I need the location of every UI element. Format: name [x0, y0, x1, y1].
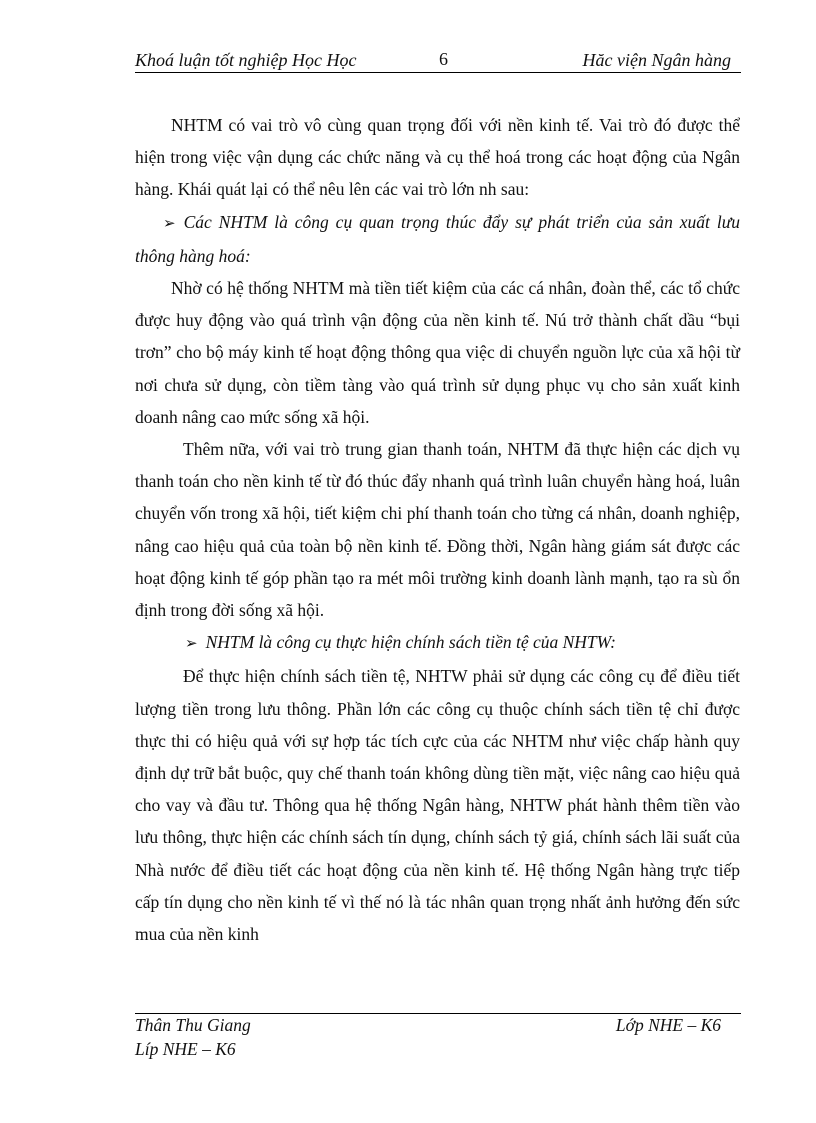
paragraph-4: Để thực hiện chính sách tiền tệ, NHTW phải sử dụng các công cụ để điều tiết lượng tiền trong lưu thông. Phần lớn các công cụ thuộc chính sách tiền tệ chỉ được thực thi có hiệu quả với sự hợp tác tích cực của các NHTM như việc chấp hành quy định dự trữ bắt buộc, quy chế thanh toán không dùng tiền mặt, việc nâng cao hiệu quả cho vay và đầu tư. Thông qua hệ thống Ngân hàng, NHTW phát hành thêm tiền vào lưu thông, thực hiện các chính sách tín dụng, chính sách tỷ giá, chính sách lãi suất của Nhà nước để điều tiết các hoạt động của nền kinh tế. Hệ thống Ngân hàng trực tiếp cấp tín dụng cho nền kinh tế vì thế nó là tác nhân quan trọng nhất ảnh hưởng đến sức mua của nền kinh	[135, 666, 740, 945]
arrow-bullet-icon: ➢	[163, 215, 176, 232]
bullet-heading-2	[135, 626, 740, 660]
paragraph-2: Nhờ có hệ thống NHTM mà tiền tiết kiệm của các cá nhân, đoàn thể, các tổ chức được huy động vào quá trình vận động của nền kinh tế. Nú trở thành chất dầu “bụi trơn” cho bộ máy kinh tế hoạt động thông qua việc di chuyển nguồn lực của xã hội từ nơi chưa sử dụng, còn tiềm tàng vào quá trình sử dụng phục vụ cho sản xuất kinh doanh nâng cao mức sống xã hội.	[135, 278, 740, 427]
page-header	[135, 48, 741, 73]
paragraph-3: Thêm nữa, với vai trò trung gian thanh toán, NHTM đã thực hiện các dịch vụ thanh toán cho nền kinh tế từ đó thúc đẩy nhanh quá trình luân chuyển hàng hoá, luân chuyển vốn trong xã hội, tiết kiệm chi phí thanh toán cho từng cá nhân, doanh nghiệp, nâng cao hiệu quả của toàn bộ nền kinh tế. Đồng thời, Ngân hàng giám sát được các hoạt động kinh tế góp phần tạo ra mét môi trường kinh doanh lành mạnh, tạo ra sù ổn định trong đời sống xã hội.	[135, 439, 740, 621]
page-body	[135, 109, 740, 950]
footer-divider	[135, 1013, 741, 1014]
bullet-heading-2-text: NHTM là công cụ thực hiện chính sách tiền tệ của NHTW:	[205, 632, 616, 653]
footer-class-right: Lớp NHE – K6	[615, 1015, 721, 1035]
arrow-bullet-icon: ➢	[185, 636, 198, 653]
page-number: 6	[439, 49, 448, 69]
header-institution: Hăc viện Ngân hàng	[582, 50, 731, 70]
paragraph-intro: NHTM có vai trò vô cùng quan trọng đối với nền kinh tế. Vai trò đó được thể hiện trong việc vận dụng các chức năng và cụ thể hoá trong các hoạt động của Ngân hàng. Khái quát lại có thể nêu lên các vai trò lớn nh sau:	[135, 115, 740, 200]
header-thesis-title: Khoá luận tốt nghiệp Học Học	[135, 50, 357, 70]
footer-class-left: Líp NHE – K6	[135, 1039, 236, 1059]
bullet-heading-1-text: Các NHTM là công cụ quan trọng thúc đẩy sự phát triển của sản xuất lưu thông hàng hoá:	[135, 211, 740, 266]
footer-author: Thân Thu Giang	[135, 1015, 251, 1035]
bullet-heading-1	[135, 206, 740, 272]
